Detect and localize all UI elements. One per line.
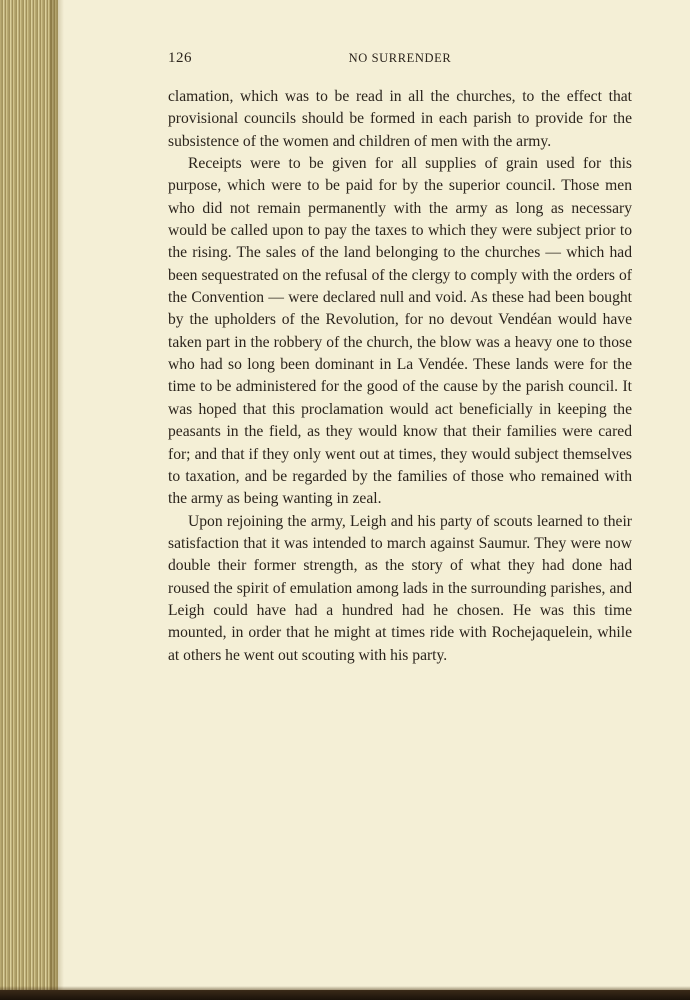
running-title: NO SURRENDER: [348, 51, 452, 65]
gutter-shadow: [50, 0, 64, 1000]
book-page: [168, 44, 632, 667]
body-text: [168, 86, 632, 667]
running-head: [168, 44, 632, 76]
paragraph-receipts: Receipts were to be given for all supplies of grain used for this purpose, which were to be paid for by the superior council. Those men who did not remain permanently with the army as long as necessary would be called upon to pay the taxes to which they were subject prior to the rising. The sales of the land belonging to the churches — which had been sequestrated on the refusal of the clergy to comply with the orders of the Convention — were declared null and void. As these had been bought by the upholders of the Revolution, for no devout Vendéan would have taken part in the robbery of the church, the blow was a heavy one to those who had so long been dominant in La Vendée. These lands were for the time to be administered for the good of the cause by the parish council. It was hoped that this proclamation would act beneficially in keeping the peasants in the field, as they would know that their families were cared for; and that if they only went out at times, they would subject themselves to taxation, and be regarded by the families of those who remained with the army as being wanting in zeal.: [168, 155, 632, 508]
paragraph-continued: clamation, which was to be read in all the churches, to the effect that provisional councils should be formed in each parish to provide for the subsistence of the women and children of men with the army.: [168, 88, 632, 150]
page-number: 126: [168, 50, 192, 66]
paragraph-rejoining: Upon rejoining the army, Leigh and his party of scouts learned to their satisfaction that it was intended to march against Saumur. They were now double their former strength, as the story of what they had done had roused the spirit of emulation among lads in the surrounding parishes, and Leigh could have had a hundred had he chosen. He was this time mounted, in order that he might at times ride with Rochejaquelein, while at others he went out scouting with his party.: [168, 512, 632, 664]
page-bottom-edge: [0, 990, 690, 1000]
